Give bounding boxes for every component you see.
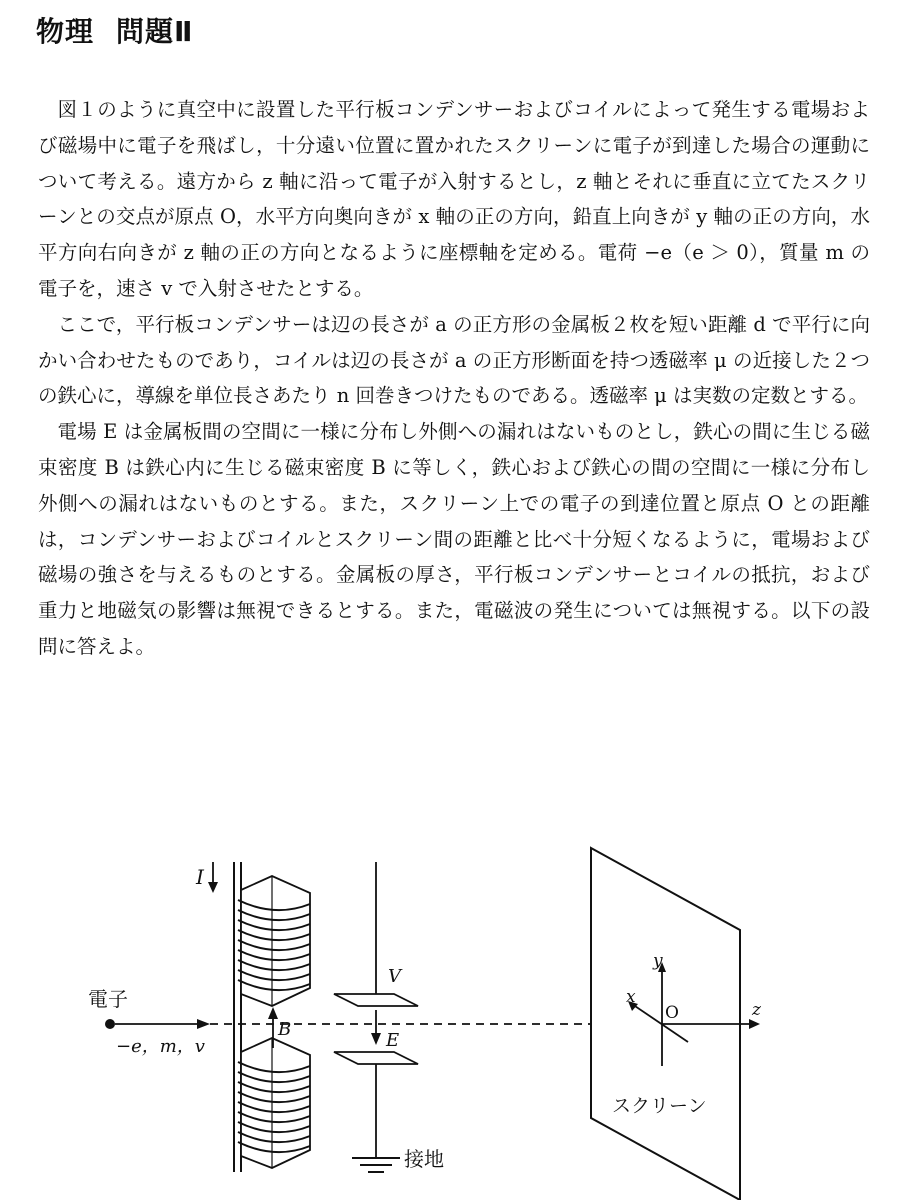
problem-number: 問題Ⅱ: [116, 15, 194, 48]
electron-label: 電子: [88, 987, 128, 1011]
paragraph-apparatus: ここで，平行板コンデンサーは辺の長さが a の正方形の金属板２枚を短い距離 d で平行に向かい合わせたものであり，コイルは辺の長さが a の正方形断面を持つ透磁率 μ の近接した２つの鉄心に，導線を単位長さあたり n 回巻きつけたものである。透磁率 μ は実数の定数とする。: [38, 312, 870, 408]
paragraph-assumptions: 電場 E は金属板間の空間に一様に分布し外側への漏れはないものとし，鉄心の間に生じる磁束密度 B は鉄心内に生じる磁束密度 B に等しく，鉄心および鉄心の間の空間に一様に分布し外側への漏れはないものとする。また，スクリーン上での電子の到達位置と原点 O との距離は，コンデンサーおよびコイルとスクリーン間の距離と比べ十分短くなるように，電場および磁場の強さを与えるものとする。金属板の厚さ，平行板コンデンサーとコイルの抵抗，および重力と地磁気の影響は無視できるとする。また，電磁波の発生については無視する。以下の設問に答えよ。: [38, 420, 870, 658]
lower-iron-core: [238, 1038, 310, 1168]
figure-1: [0, 830, 905, 1200]
subject-label: 物理: [36, 15, 95, 48]
y-axis-label: y: [653, 951, 663, 971]
x-axis-label: x: [626, 987, 636, 1007]
problem-statement: [38, 92, 870, 665]
z-axis-arrowhead: [749, 1019, 760, 1029]
electron-dot: [105, 1019, 115, 1029]
current-label: I: [196, 865, 204, 889]
electric-field-label: E: [386, 1030, 400, 1051]
upper-iron-core: [238, 876, 310, 1006]
velocity-arrowhead: [197, 1019, 210, 1029]
apparatus-diagram: [0, 830, 905, 1200]
voltage-label: V: [388, 966, 401, 987]
ground-symbol: [352, 1158, 400, 1172]
problem-title: [36, 10, 193, 50]
origin-label: O: [665, 1003, 679, 1023]
electron-properties: −e，m，v: [116, 1036, 205, 1057]
electric-field-arrow: [371, 1010, 381, 1045]
z-axis-label: z: [752, 1000, 761, 1020]
coil-wire: [234, 862, 241, 1172]
screen-label: スクリーン: [612, 1095, 707, 1117]
magnetic-field-label: B: [278, 1019, 292, 1040]
paragraph-setup: 図１のように真空中に設置した平行板コンデンサーおよびコイルによって発生する電場および磁場中に電子を飛ばし，十分遠い位置に置かれたスクリーンに電子が到達した場合の運動について考える。遠方から z 軸に沿って電子が入射するとし，z 軸とそれに垂直に立てたスクリーンとの交点が原点 O，水平方向奥向きが x 軸の正の方向，鉛直上向きが y 軸の正の方向，水平方向右向きが z 軸の正の方向となるように座標軸を定める。電荷 −e（e ＞ 0），質量 m の電子を，速さ v で入射させたとする。: [38, 98, 870, 300]
current-arrow: [208, 862, 218, 893]
ground-label: 接地: [404, 1147, 444, 1171]
